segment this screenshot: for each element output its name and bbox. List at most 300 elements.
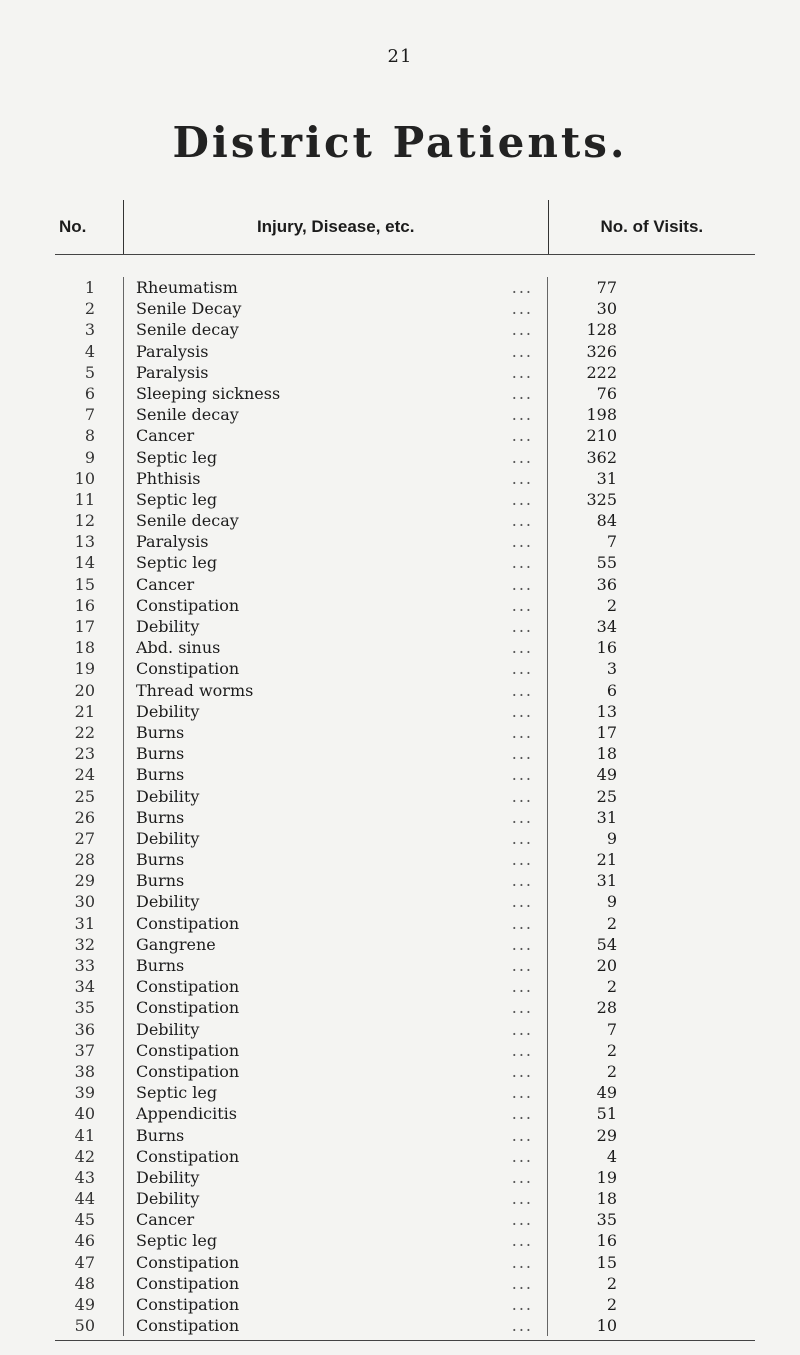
row-disease-cell [123,1252,548,1273]
row-number: 9 [84,447,95,467]
table-row [55,552,755,573]
row-disease-cell [123,786,548,807]
row-visits: 77 [596,278,617,297]
row-disease-cell [123,1294,548,1315]
row-number: 31 [74,913,95,933]
leader-dots: ... [511,362,533,382]
row-disease: Constipation [136,998,240,1018]
table-row [55,489,755,510]
row-disease-cell [123,764,548,785]
table-row [55,1125,755,1146]
leader-dots: ... [511,1252,533,1272]
row-disease-cell [123,1273,548,1294]
row-disease: Debility [136,892,200,912]
table-row [55,341,755,362]
row-disease: Constipation [136,1252,240,1272]
table-row [55,997,755,1018]
row-disease: Paralysis [136,532,209,552]
leader-dots: ... [511,934,533,954]
table-row [55,1273,755,1294]
leader-dots: ... [511,680,533,700]
leader-dots: ... [511,426,533,446]
row-disease-cell [123,447,548,468]
row-visits: 9 [606,828,617,848]
leader-dots: ... [511,744,533,764]
row-disease-cell [123,849,548,870]
table-row [55,468,755,489]
leader-dots: ... [511,299,533,319]
table-row [55,722,755,743]
leader-dots: ... [511,405,533,425]
row-disease: Burns [136,807,185,827]
leader-dots: ... [511,383,533,403]
row-visits: 2 [606,913,617,933]
table-row [55,1230,755,1251]
row-disease-cell [123,574,548,595]
row-disease: Debility [136,701,200,721]
row-disease-cell [123,955,548,976]
row-disease: Burns [136,871,185,891]
row-disease-cell [123,341,548,362]
row-disease-cell [123,913,548,934]
row-visits: 7 [606,532,617,552]
row-number: 13 [74,532,95,552]
row-visits: 15 [596,1252,617,1272]
row-disease: Appendicitis [136,1104,238,1124]
row-disease-cell [123,1167,548,1188]
row-disease-cell [123,510,548,531]
table-row [55,383,755,404]
leader-dots: ... [511,850,533,870]
leader-dots: ... [511,553,533,573]
row-visits: 29 [596,1125,617,1145]
row-disease-cell [123,1146,548,1167]
leader-dots: ... [511,1104,533,1124]
row-disease-cell [123,489,548,510]
row-visits: 210 [586,426,617,446]
table-row [55,1315,755,1336]
leader-dots: ... [511,1231,533,1251]
row-disease: Paralysis [136,341,209,361]
table-row [55,658,755,679]
row-disease-cell [123,362,548,383]
leader-dots: ... [511,532,533,552]
leader-dots: ... [511,1295,533,1314]
row-number: 7 [84,405,95,425]
row-visits: 9 [606,892,617,912]
row-visits: 30 [596,299,617,319]
row-disease: Senile decay [136,405,239,425]
header-visits: No. of Visits. [600,217,704,236]
leader-dots: ... [511,1273,533,1293]
row-disease-cell [123,807,548,828]
leader-dots: ... [511,574,533,594]
row-visits: 35 [596,1210,617,1230]
row-disease: Constipation [136,1316,240,1336]
row-number: 16 [74,595,95,615]
row-visits: 31 [596,871,617,891]
table-row [55,404,755,425]
row-number: 37 [74,1040,95,1060]
row-number: 34 [74,977,95,997]
row-visits: 4 [606,1146,617,1166]
row-disease-cell [123,870,548,891]
row-number: 24 [74,765,95,785]
leader-dots: ... [511,892,533,912]
row-visits: 128 [586,320,617,340]
row-visits: 2 [606,977,617,997]
leader-dots: ... [511,1019,533,1039]
leader-dots: ... [511,595,533,615]
leader-dots: ... [511,617,533,636]
table-body [55,255,755,1341]
row-number: 41 [74,1125,95,1145]
leader-dots: ... [511,1167,533,1187]
row-visits: 31 [596,807,617,827]
leader-dots: ... [511,638,533,658]
row-disease: Constipation [136,1146,240,1166]
leader-dots: ... [511,278,533,297]
table-row [55,828,755,849]
row-number: 15 [74,574,95,594]
row-disease-cell [123,298,548,319]
row-disease-cell [123,828,548,849]
table-row [55,1209,755,1230]
row-disease-cell [123,1125,548,1146]
row-disease-cell [123,722,548,743]
row-visits: 198 [586,405,617,425]
page-number: 21 [387,46,413,67]
table-row [55,870,755,891]
row-disease: Burns [136,956,185,975]
row-visits: 13 [596,701,617,721]
leader-dots: ... [511,1146,533,1166]
row-number: 45 [74,1210,95,1230]
row-disease-cell [123,637,548,658]
row-disease: Debility [136,1167,200,1187]
row-disease-cell [123,1019,548,1040]
row-number: 17 [74,617,95,636]
leader-dots: ... [511,1040,533,1060]
row-disease: Septic leg [136,1083,218,1103]
row-number: 4 [84,341,95,361]
row-number: 47 [74,1252,95,1272]
leader-dots: ... [511,489,533,509]
row-disease: Septic leg [136,1231,218,1251]
row-disease: Burns [136,1125,185,1145]
row-number: 43 [74,1167,95,1187]
leader-dots: ... [511,468,533,488]
row-disease: Senile decay [136,511,239,531]
row-disease-cell [123,531,548,552]
page-title: District Patients. [172,118,628,167]
row-disease: Debility [136,1019,200,1039]
row-disease-cell [123,1188,548,1209]
leader-dots: ... [511,998,533,1018]
row-disease-cell [123,425,548,446]
row-visits: 16 [596,1231,617,1251]
table-row [55,743,755,764]
row-visits: 84 [596,511,617,531]
leader-dots: ... [511,786,533,806]
row-visits: 20 [596,956,617,975]
row-disease: Burns [136,765,185,785]
row-visits: 28 [596,998,617,1018]
table-row [55,955,755,976]
row-disease: Debility [136,828,200,848]
row-disease: Debility [136,786,200,806]
row-disease: Cancer [136,426,195,446]
table-row [55,637,755,658]
row-disease-cell [123,1209,548,1230]
table-row [55,447,755,468]
row-disease-cell [123,468,548,489]
header-no: No. [59,217,87,236]
table-row [55,362,755,383]
row-disease-cell [123,1040,548,1061]
row-disease-cell [123,383,548,404]
row-disease: Cancer [136,574,195,594]
row-disease: Burns [136,850,185,870]
row-number: 28 [74,850,95,870]
row-visits: 21 [596,850,617,870]
row-visits: 7 [606,1019,617,1039]
row-number: 23 [74,744,95,764]
table-row [55,934,755,955]
table-row [55,1103,755,1124]
row-number: 36 [74,1019,95,1039]
table-row [55,1167,755,1188]
row-disease-cell [123,1315,548,1336]
row-disease-cell [123,701,548,722]
leader-dots: ... [511,1083,533,1103]
table-header [55,200,755,255]
table-row [55,849,755,870]
leader-dots: ... [511,320,533,340]
row-visits: 325 [586,489,617,509]
row-disease: Constipation [136,1295,240,1314]
row-disease-cell [123,976,548,997]
table-row [55,1188,755,1209]
table-row [55,298,755,319]
row-disease-cell [123,277,548,298]
row-disease: Phthisis [136,468,201,488]
row-visits: 34 [596,617,617,636]
leader-dots: ... [511,1316,533,1336]
table-row [55,680,755,701]
row-disease: Constipation [136,659,240,679]
row-number: 5 [84,362,95,382]
row-visits: 51 [596,1104,617,1124]
row-disease: Constipation [136,977,240,997]
row-visits: 2 [606,1061,617,1081]
table-row [55,976,755,997]
leader-dots: ... [511,659,533,679]
row-number: 39 [74,1083,95,1103]
row-number: 12 [74,511,95,531]
row-disease: Constipation [136,1273,240,1293]
row-visits: 19 [596,1167,617,1187]
row-visits: 25 [596,786,617,806]
row-number: 26 [74,807,95,827]
row-visits: 10 [596,1316,617,1336]
row-visits: 3 [606,659,617,679]
leader-dots: ... [511,341,533,361]
header-disease: Injury, Disease, etc. [123,200,549,254]
row-disease: Septic leg [136,489,218,509]
row-disease: Debility [136,617,200,636]
table-row [55,764,755,785]
row-visits: 36 [596,574,617,594]
leader-dots: ... [511,1125,533,1145]
row-visits: 18 [596,1189,617,1209]
table-row [55,277,755,298]
row-disease: Paralysis [136,362,209,382]
row-number: 40 [74,1104,95,1124]
row-visits: 55 [596,553,617,573]
row-number: 35 [74,998,95,1018]
row-number: 18 [74,638,95,658]
row-number: 38 [74,1061,95,1081]
row-number: 42 [74,1146,95,1166]
row-number: 14 [74,553,95,573]
row-disease: Sleeping sickness [136,383,281,403]
leader-dots: ... [511,447,533,467]
row-number: 2 [84,299,95,319]
leader-dots: ... [511,956,533,975]
row-disease: Rheumatism [136,278,238,297]
row-visits: 17 [596,722,617,742]
table-row [55,510,755,531]
row-disease: Constipation [136,1040,240,1060]
row-number: 20 [74,680,95,700]
row-disease-cell [123,743,548,764]
table-row [55,616,755,637]
row-disease: Thread worms [136,680,254,700]
table-row [55,1082,755,1103]
row-visits: 2 [606,1295,617,1314]
table-row [55,531,755,552]
row-disease-cell [123,934,548,955]
row-disease: Burns [136,744,185,764]
leader-dots: ... [511,1210,533,1230]
row-visits: 49 [596,765,617,785]
row-visits: 2 [606,1040,617,1060]
leader-dots: ... [511,1061,533,1081]
leader-dots: ... [511,701,533,721]
row-number: 25 [74,786,95,806]
row-disease: Burns [136,722,185,742]
row-disease-cell [123,658,548,679]
row-disease: Constipation [136,1061,240,1081]
table-row [55,574,755,595]
leader-dots: ... [511,511,533,531]
row-number: 29 [74,871,95,891]
row-visits: 2 [606,1273,617,1293]
patients-table [55,200,755,1341]
row-number: 49 [74,1295,95,1314]
table-row [55,1252,755,1273]
table-row [55,891,755,912]
row-number: 50 [74,1316,95,1336]
row-disease-cell [123,1061,548,1082]
row-number: 11 [74,489,95,509]
table-row [55,425,755,446]
leader-dots: ... [511,828,533,848]
table-row [55,1040,755,1061]
table-row [55,913,755,934]
leader-dots: ... [511,807,533,827]
row-number: 21 [74,701,95,721]
leader-dots: ... [511,913,533,933]
row-number: 27 [74,828,95,848]
row-number: 19 [74,659,95,679]
row-disease: Senile Decay [136,299,242,319]
row-visits: 222 [586,362,617,382]
row-number: 3 [84,320,95,340]
row-number: 46 [74,1231,95,1251]
row-disease-cell [123,616,548,637]
leader-dots: ... [511,1189,533,1209]
row-visits: 18 [596,744,617,764]
row-number: 8 [84,426,95,446]
row-disease: Constipation [136,913,240,933]
row-visits: 6 [606,680,617,700]
table-row [55,1294,755,1315]
table-row [55,807,755,828]
row-number: 1 [84,278,95,297]
leader-dots: ... [511,871,533,891]
row-visits: 76 [596,383,617,403]
row-disease-cell [123,997,548,1018]
table-row [55,595,755,616]
row-visits: 2 [606,595,617,615]
row-disease-cell [123,1103,548,1124]
row-visits: 31 [596,468,617,488]
row-disease-cell [123,680,548,701]
row-visits: 326 [586,341,617,361]
row-number: 22 [74,722,95,742]
leader-dots: ... [511,765,533,785]
table-row [55,1019,755,1040]
table-row [55,1061,755,1082]
row-number: 32 [74,934,95,954]
row-disease: Debility [136,1189,200,1209]
leader-dots: ... [511,977,533,997]
row-disease: Cancer [136,1210,195,1230]
row-disease-cell [123,404,548,425]
row-disease-cell [123,319,548,340]
row-number: 33 [74,956,95,975]
row-visits: 362 [586,447,617,467]
row-visits: 54 [596,934,617,954]
leader-dots: ... [511,722,533,742]
row-disease-cell [123,1230,548,1251]
table-row [55,319,755,340]
row-disease-cell [123,595,548,616]
row-visits: 49 [596,1083,617,1103]
row-disease: Constipation [136,595,240,615]
table-row [55,701,755,722]
row-number: 30 [74,892,95,912]
row-visits: 16 [596,638,617,658]
row-number: 6 [84,383,95,403]
row-disease: Senile decay [136,320,239,340]
row-disease-cell [123,1082,548,1103]
row-disease-cell [123,552,548,573]
row-disease: Abd. sinus [136,638,221,658]
row-number: 48 [74,1273,95,1293]
